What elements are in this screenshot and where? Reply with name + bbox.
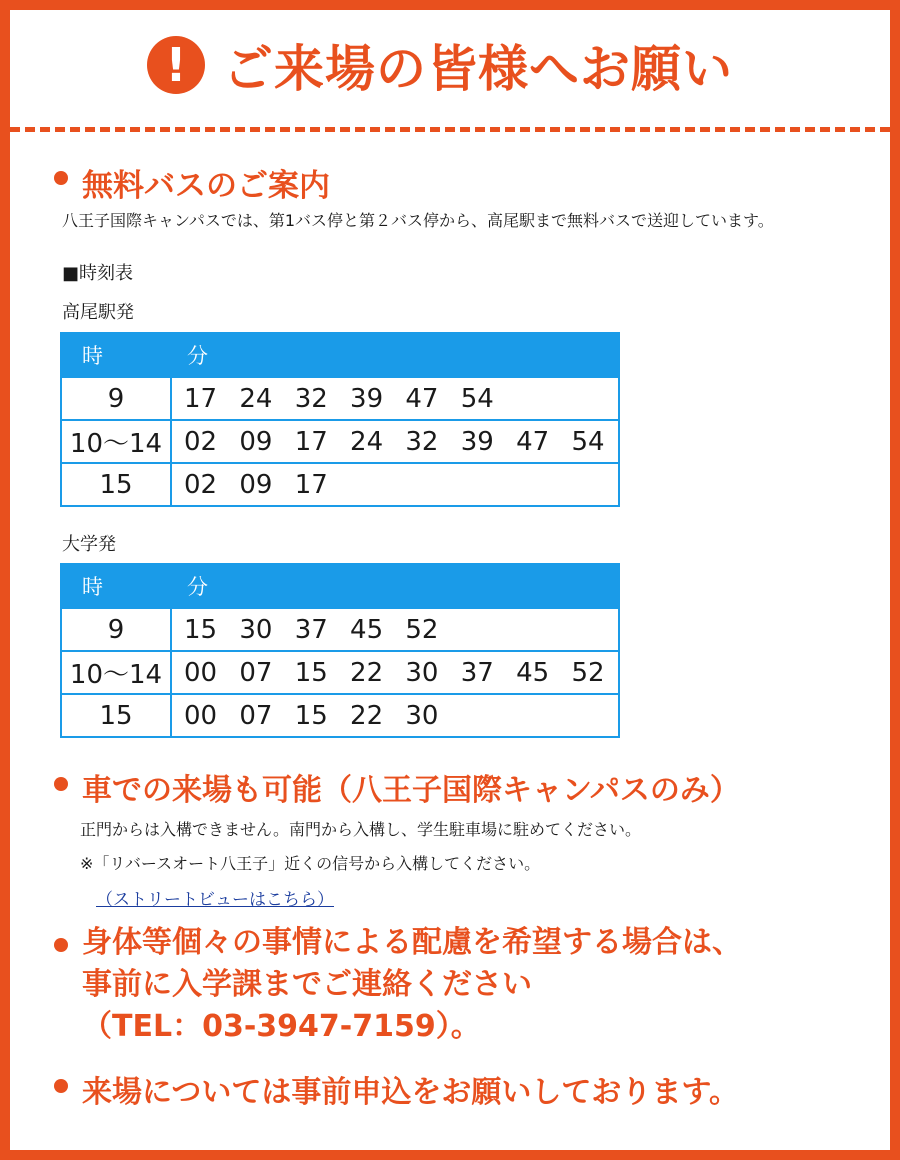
consideration-phone: （TEL：03-3947-7159）。 [82,1009,481,1044]
table-row [61,420,619,463]
row-hour: 10～14 [61,651,171,694]
timetable-label: ■時刻表 [62,263,134,284]
row-hour: 15 [61,694,171,737]
row-mins: 15 30 37 45 52 [171,608,619,651]
row-mins: 00 07 15 22 30 [171,694,619,737]
row-hour: 15 [61,463,171,506]
bullet-icon [54,938,68,952]
dashed-divider [10,127,890,132]
from-station-label: 高尾駅発 [62,302,134,323]
table-row [61,694,619,737]
row-mins: 00 07 15 22 30 37 45 52 [171,651,619,694]
col-hour: 時 [61,333,171,377]
consideration-section [54,922,742,1048]
car-info-line: 正門からは入構できません。南門から入構し、学生駐車場に駐めてください。 [80,820,641,839]
table-row [61,651,619,694]
bullet-icon [54,1079,68,1093]
bus-description: 八王子国際キャンパスでは、第1バス停と第２バス停から、高尾駅まで無料バスで送迎しています。 [62,211,774,230]
col-min: 分 [171,333,619,377]
bullet-icon [54,777,68,791]
row-hour: 9 [61,608,171,651]
table-row [61,377,619,420]
table-row [61,608,619,651]
reservation-section-heading [54,1067,739,1111]
reservation-heading-text: 来場については事前申込をお願いしております。 [82,1075,739,1110]
col-min: 分 [171,564,619,608]
timetable-from-univ [60,563,620,738]
car-heading-text: 車での来場も可能（八王子国際キャンパスのみ） [82,773,740,808]
car-section-heading [54,765,740,809]
consideration-text [82,922,742,1048]
consideration-line: 事前に入学課までご連絡ください [82,967,532,1002]
page-title: ご来場の皆様へお願い [223,40,733,98]
from-univ-label: 大学発 [62,534,116,555]
row-hour: 10～14 [61,420,171,463]
row-mins: 02 09 17 [171,463,619,506]
row-hour: 9 [61,377,171,420]
exclamation-icon: ! [147,36,205,94]
table-row [61,463,619,506]
page-header [0,0,900,130]
row-mins: 02 09 17 24 32 39 47 54 [171,420,619,463]
bus-heading-text: 無料バスのご案内 [82,168,330,204]
street-view-link[interactable]: （ストリートビューはこちら） [96,890,334,910]
car-note-line: ※「リバースオート八王子」近くの信号から入構してください。 [80,854,541,873]
timetable-from-station [60,332,620,507]
bullet-icon [54,171,68,185]
row-mins: 17 24 32 39 47 54 [171,377,619,420]
bus-section-heading [54,160,330,205]
consideration-line: 身体等個々の事情による配慮を希望する場合は、 [82,925,742,960]
col-hour: 時 [61,564,171,608]
